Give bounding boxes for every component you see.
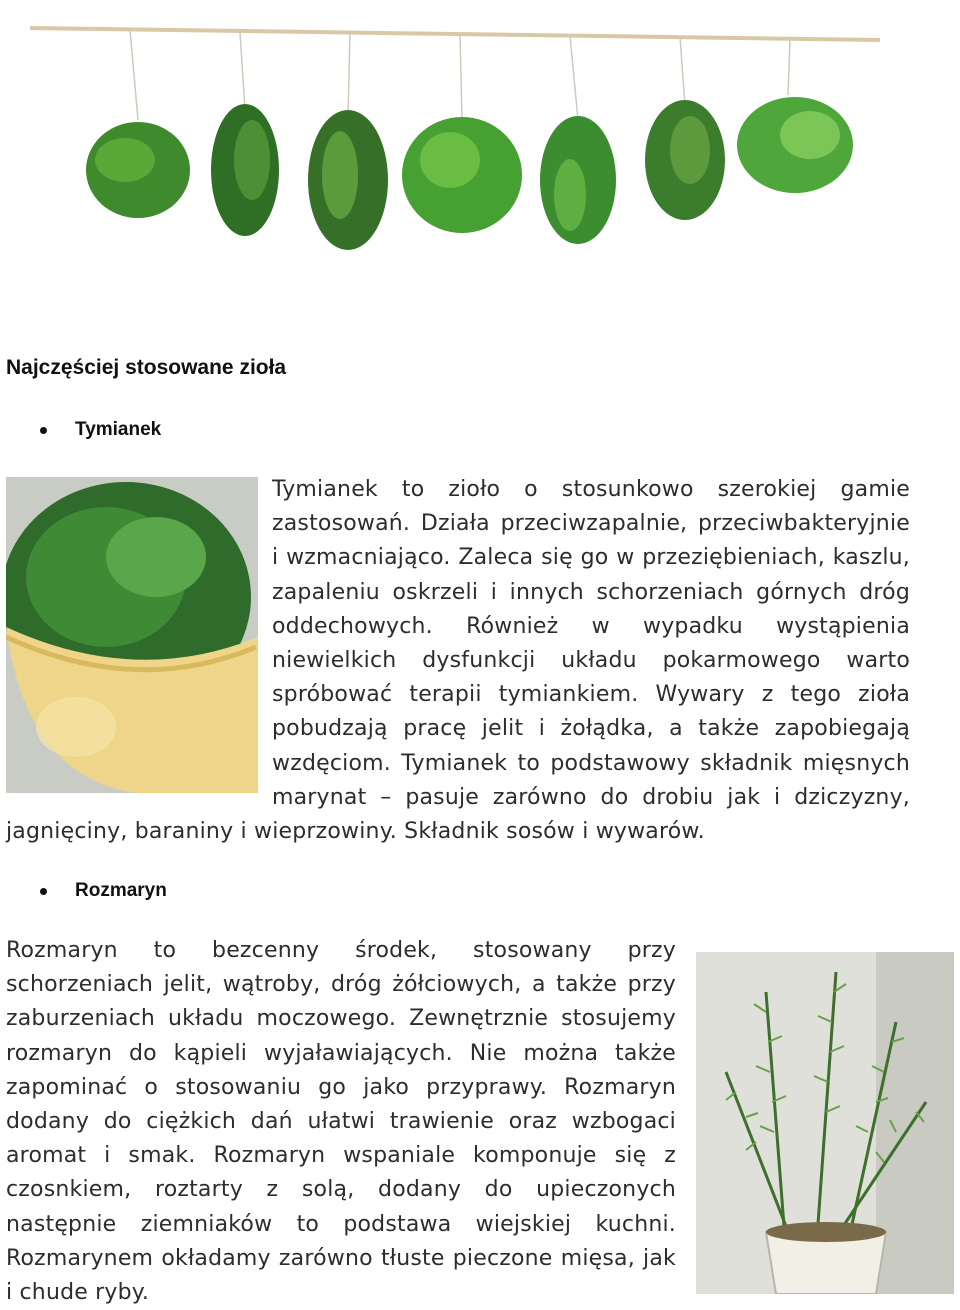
section-title-rosemary [40,880,167,902]
section-title-thyme [40,419,161,441]
hanging-herbs-image [30,10,890,260]
section-text: Rozmaryn to bezcenny środek, stosowany przy schorzeniach jelit, wątroby, dróg żółciowych, a także przy zaburzeniach układu moczowego. Zewnętrznie stosujemy rozmaryn do kąpieli wyjaławiających. Nie można także zapominać o stosowaniu go jako przyprawy. Rozmaryn dodany do ciężkich dań ułatwi trawienie oraz wzbogaci aromat i smak. Rozmaryn wspaniale komponuje się z czosnkiem, roztarty z solą, dodany do upieczonych następnie ziemniaków to podstawa wiejskiej kuchni. Rozmarynem okładamy zarówno tłuste pieczone mięsa, jak i chude ryby. [6,938,676,1306]
rosemary-plant-image [696,952,954,1294]
bullet-icon [40,888,47,895]
bullet-icon [40,427,47,434]
thyme-pot-image [6,477,258,793]
section-label: Rozmaryn [75,880,167,901]
section-rosemary [6,934,954,1310]
section-text: Tymianek to zioło o stosunkowo szerokiej gamie zastosowań. Działa przeciwzapalnie, przeciwbakteryjnie i wzmacniająco. Zaleca się go w przeziębieniach, kaszlu, zapaleniu oskrzeli i innych schorzeniach górnych dróg oddechowych. Również w wypadku wystąpienia niewielkich dysfunkcji układu pokarmowego warto spróbować terapii tymiankiem. Wywary z tego zioła pobudzają pracę jelit i żołądka, a także zapobiegają wzdęciom. Tymianek to podstawowy składnik mięsnych marynat – pasuje zarówno do drobiu jak i dziczyzny, jagnięciny, baraniny i wieprzowiny. Składnik sosów i wywarów. [6,477,910,845]
section-thyme [6,473,910,849]
page-title: Najczęściej stosowane zioła [6,356,287,379]
section-label: Tymianek [75,419,162,440]
